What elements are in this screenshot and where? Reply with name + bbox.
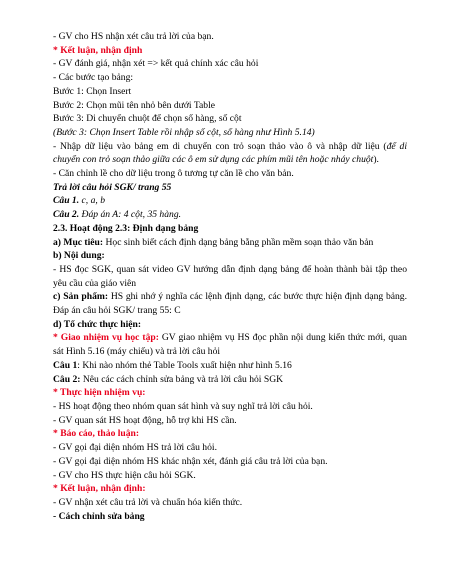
question-line [53,359,407,373]
content-heading: b) Nội dung: [53,250,105,262]
question-label: Câu 1 [53,359,78,371]
question-text: : Khi nào nhóm thẻ Table Tools xuất hiện như hình 5.16 [77,359,292,371]
paragraph-text: ). [373,154,379,166]
product-text: HS ghi nhớ ý nghĩa các lệnh định dạng, các bước thực hiện định dạng bảng. Đáp án câu hỏi SGK/ trang 55: C [53,291,407,317]
step-line: Bước 3: Di chuyển chuột để chọn số hàng, số cột [53,113,242,125]
answer-line [53,208,407,222]
paragraph [53,331,407,358]
answer-label: Câu 2. [53,209,80,221]
paragraph-text: - Nhập dữ liệu vào bảng em di chuyển con trỏ soạn thảo vào ô và nhập dữ liệu ( [53,140,387,152]
italic-note: để di chuyển con trỏ soạn thảo giữa các ô em sử dụng các phím mũi tên hoặc nháy chuột [53,140,408,166]
subheading: - Cách chỉnh sửa bảng [53,510,145,522]
objective-text: Học sinh biết cách định dạng bảng bằng phần mềm soạn thảo văn bản [103,236,374,248]
paragraph: - HS đọc SGK, quan sát video GV hướng dẫn định dạng bảng để hoàn thành bài tập theo yêu cầu của giáo viên [53,263,407,289]
answer-label: Câu 1. [53,195,80,207]
text-line: - GV nhận xét câu trả lời và chuẩn hóa kiến thức. [53,496,243,508]
objective-label: a) Mục tiêu: [53,236,104,248]
text-line: - HS hoạt động theo nhóm quan sát hình và suy nghĩ trả lời câu hỏi. [53,400,313,412]
task-text: GV giao nhiệm vụ HS đọc phần nội dung kiến thức mới, quan sát Hình 5.16 (máy chiếu) và trả lời câu hỏi [53,332,407,358]
italic-note: (Bước 3: Chọn Insert Table rồi nhập số cột, số hàng như Hình 5.14) [53,126,315,138]
text-line: - GV gọi đại diện nhóm HS trả lời câu hỏi. [53,442,217,454]
text-line: - GV cho HS thực hiện câu hỏi SGK. [53,469,196,481]
text-line: - GV quan sát HS hoạt động, hỗ trợ khi HS cần. [53,414,237,426]
product-label: c) Sản phẩm: [53,291,109,303]
paragraph [53,290,407,317]
question-label: Câu 2: [53,373,81,385]
answer-text: Đáp án A: 4 cột, 35 hàng. [79,209,182,221]
section-heading: * Kết luận, nhận định: [53,483,146,495]
question-text: Nêu các cách chỉnh sửa bảng và trả lời câu hỏi SGK [80,373,284,385]
text-line: - GV gọi đại diện nhóm HS khác nhận xét, đánh giá câu trả lời của bạn. [53,455,328,467]
document-page [53,30,407,523]
organization-heading: d) Tổ chức thực hiện: [53,318,142,330]
subheading: Trả lời câu hỏi SGK/ trang 55 [53,181,172,193]
answer-text: c, a, b [79,195,105,207]
objective-line [53,236,407,250]
text-line: - Căn chỉnh lề cho dữ liệu trong ô tương tự căn lề cho văn bản. [53,168,294,180]
text-line: - Các bước tạo bảng: [53,72,134,84]
question-line [53,373,407,387]
step-line: Bước 2: Chọn mũi tên nhỏ bên dưới Table [53,99,215,111]
section-heading: * Báo cáo, thảo luận: [53,428,140,440]
section-title: 2.3. Hoạt động 2.3: Định dạng bảng [53,222,199,234]
section-heading: * Kết luận, nhận định [53,44,143,56]
step-line: Bước 1: Chọn Insert [53,85,132,97]
answer-line [53,194,407,208]
text-line: - GV cho HS nhận xét câu trả lời của bạn. [53,31,214,42]
section-heading: * Thực hiện nhiệm vụ: [53,387,146,399]
paragraph [53,140,407,167]
text-line: - GV đánh giá, nhận xét => kết quả chính xác câu hỏi [53,58,259,70]
task-label: * Giao nhiệm vụ học tập: [53,332,159,344]
